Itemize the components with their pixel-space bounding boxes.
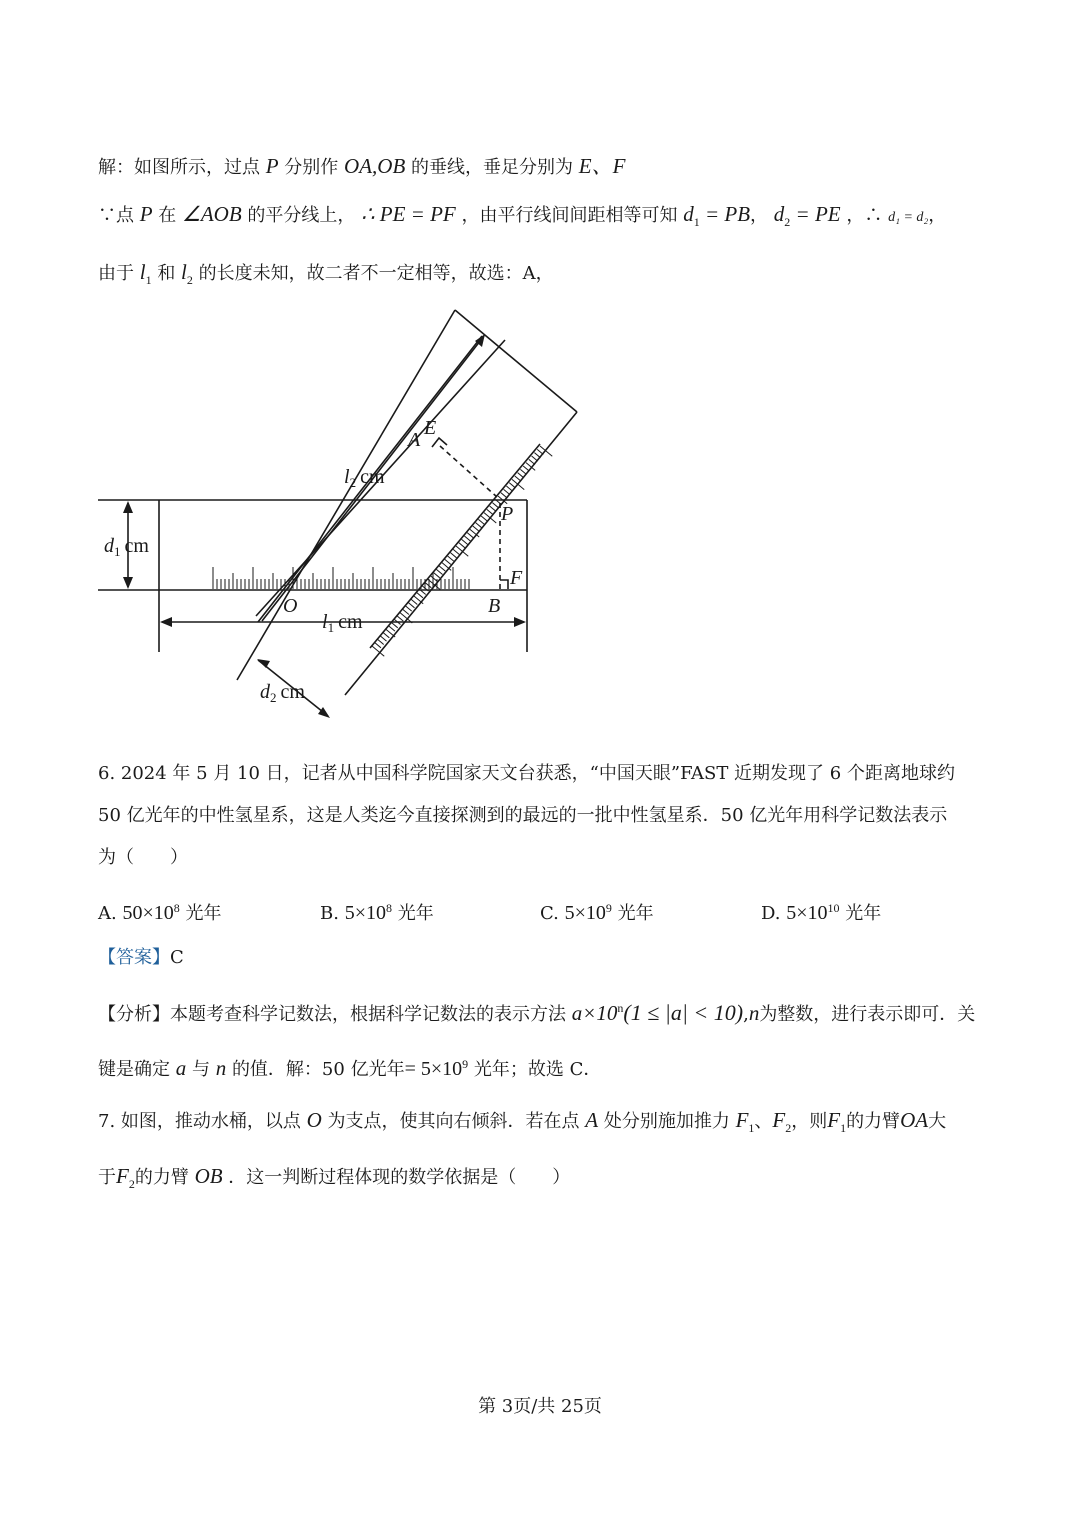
q6-answer (98, 944, 184, 972)
text: 为支点，使其向右倾斜．若在点 (327, 1111, 580, 1132)
q6-line-2: 50 亿光年的中性氢星系，这是人类迄今直接探测到的最远的一批中性氢星系．50 亿光年用科学记数法表示 (98, 805, 948, 826)
q6-analysis-1: 【分析】本题考查科学记数法，根据科学记数法的表示方法 $a\times 10^n(1 \le |a| < 10),n$为整数，进行表示即可．关 (98, 1000, 976, 1025)
text: ，由平行线间间距相等可知 (461, 205, 678, 226)
tilted-tick (478, 519, 484, 524)
tilted-ticks (372, 446, 552, 656)
d2-arrow-left (257, 659, 270, 668)
q7-line-1: 7. 如图，推动水桶，以点 O 为支点，使其向右倾斜．若在点 A 处分别施加推力 $F_1$、$F_2$，则$F_1$的力臂OA大 (98, 1108, 947, 1136)
math-small: d₁ = d₂ (888, 210, 929, 225)
solution-line-2: ∵点 P 在 ∠AOB 的平分线上， ∴ PE = PF ，由平行线间间距相等可知 $d_1$ = PB， $d_2$ = PE ，∴ d₁ = d₂， (98, 202, 947, 230)
tilted-tick (490, 506, 496, 511)
tilted-tick (492, 503, 498, 508)
tilted-tick (537, 449, 543, 454)
text: 本题考查科学记数法，根据科学记数法的表示方法 (170, 1004, 566, 1025)
tilted-tick (380, 636, 386, 641)
tilted-tick (506, 486, 512, 491)
tilted-tick (378, 639, 384, 644)
tilted-tick (453, 549, 459, 554)
pe-dashed (440, 446, 497, 497)
tilted-tick (459, 543, 465, 548)
tilted-tick (450, 553, 456, 558)
tilted-tick (464, 536, 470, 541)
text: 在 (158, 205, 177, 226)
text: 的平分线上， (247, 205, 356, 226)
text: ．这一判断过程体现的数学依据是（ ） (228, 1167, 571, 1188)
var-l2: l (181, 260, 187, 284)
var-n: n (215, 1056, 227, 1080)
tilted-tick (408, 603, 414, 608)
tilted-tick (397, 616, 403, 621)
text: , (743, 1004, 749, 1025)
math-eq: = PB (699, 202, 751, 226)
text: ，则 (791, 1111, 828, 1132)
tilted-tick (534, 453, 540, 458)
tilted-tick (476, 523, 482, 528)
tilted-tick (417, 593, 423, 598)
math-a-10: a×10 (571, 1001, 618, 1025)
text: 于 (98, 1167, 116, 1188)
tilted-tick (481, 516, 487, 521)
tilted-ruler-top-edge (455, 310, 577, 412)
var-ef: E、F (578, 154, 626, 178)
var-ob: OB (194, 1164, 223, 1188)
tilted-tick (501, 493, 507, 498)
tilted-tick (462, 539, 468, 544)
label-b: B (488, 595, 501, 617)
tilted-tick (467, 533, 473, 538)
answer-tag: 【答案】 (98, 947, 170, 968)
answer-value: C (170, 947, 184, 968)
tilted-tick (504, 489, 510, 494)
math-angle: ∠AOB (182, 202, 242, 226)
text: ，∴ (846, 205, 883, 226)
label-l2: $l_2$ cm (344, 466, 385, 490)
var-a: a (175, 1056, 187, 1080)
math-oa-ob: OA,OB (344, 154, 406, 178)
geometry-diagram (0, 0, 1080, 760)
math-range: (1 ≤ |a| < 10) (623, 1000, 744, 1025)
tilted-tick (509, 483, 515, 488)
tilted-tick (520, 469, 526, 474)
tilted-tick (431, 576, 437, 581)
var-p: P (265, 154, 279, 178)
label-d2: $d_2$ cm (260, 681, 305, 705)
tilted-tick (389, 626, 395, 631)
text: 和 (157, 263, 176, 284)
option-c: C. $5\times 10^9$ 光年 (540, 901, 654, 924)
text: ， (750, 205, 769, 226)
tilted-tick (487, 509, 493, 514)
d1-arrow-up (123, 501, 133, 513)
var-a: A (585, 1108, 599, 1132)
var-p: P (139, 202, 153, 226)
q6-line-1: 6. 2024 年 5 月 10 日，记者从中国科学院国家天文台获悉，“中国天眼”FAST 近期发现了 6 个距离地球约 (98, 763, 955, 784)
text: 大 (928, 1111, 947, 1132)
text: 光年；故选 C． (473, 1059, 602, 1080)
text: 的值．解：50 亿光年 (231, 1059, 405, 1080)
var-l1: l (139, 260, 146, 284)
horizontal-ticks (213, 567, 469, 589)
var-d2: d (773, 202, 785, 226)
var-o: O (306, 1108, 322, 1132)
text: 的力臂 (134, 1167, 189, 1188)
text: ∵点 (98, 205, 134, 226)
tilted-tick (406, 606, 412, 611)
tilted-tick (484, 513, 496, 523)
tilted-tick (518, 473, 524, 478)
var-n: n (748, 1001, 760, 1025)
d1-arrow-down (123, 577, 133, 589)
tilted-tick (439, 566, 445, 571)
label-f: F (510, 567, 523, 589)
tilted-tick (448, 556, 454, 561)
label-l1: $l_1$ cm (322, 611, 363, 635)
tilted-tick (411, 599, 417, 604)
analysis-tag: 【分析】 (98, 1004, 170, 1025)
label-p: P (501, 503, 514, 525)
text: 为整数，进行表示即可．关 (759, 1004, 976, 1025)
label-a: A (408, 429, 421, 451)
q6-options (98, 894, 998, 924)
solution-line-3: 由于 $l_1$ 和 $l_2$ 的长度未知，故二者不一定相等，故选：A， (98, 260, 554, 288)
tilted-tick (425, 583, 431, 588)
text: 7. 如图，推动水桶，以点 (98, 1111, 301, 1132)
tilted-tick (532, 456, 538, 461)
page-footer: 第 3页/共 25页 (478, 1396, 602, 1417)
text: 由于 (98, 263, 134, 284)
math-eq: = 5×10 (404, 1058, 463, 1080)
tilted-tick (529, 459, 535, 464)
text: 键是确定 (98, 1059, 170, 1080)
var-d1: d (683, 202, 694, 226)
var-oa: OA (900, 1108, 929, 1132)
option-d: D. $5\times 10^{10}$ 光年 (761, 901, 882, 924)
option-b: B. $5\times 10^8$ 光年 (320, 901, 434, 924)
math-eq: = PE (790, 202, 841, 226)
right-angle-f (500, 580, 508, 589)
text: 处分别施加推力 (603, 1111, 730, 1132)
math-pe-pf: ∴ PE = PF (361, 202, 456, 226)
tilted-tick (445, 559, 451, 564)
tilted-tick (403, 609, 409, 614)
right-angle-e (432, 438, 447, 447)
l1-arrow-left (160, 617, 172, 627)
tilted-tick (375, 643, 381, 648)
text: 的力臂 (846, 1111, 901, 1132)
tilted-tick (523, 466, 529, 471)
text: 、 (754, 1111, 773, 1132)
text: 与 (191, 1059, 210, 1080)
tilted-tick (436, 569, 442, 574)
tilted-tick (434, 573, 440, 578)
label-d1: $d_1$ cm (104, 535, 149, 559)
text: 的垂线，垂足分别为 (411, 157, 574, 178)
q6-analysis-2: 键是确定 a 与 n 的值．解：50 亿光年= $5\times 10^9$ 光年；故选 C． (98, 1056, 602, 1080)
label-e: E (424, 417, 437, 439)
option-a: A. $50\times 10^8$ 光年 (98, 901, 222, 924)
tilted-tick (383, 633, 389, 638)
l1-arrow-right (514, 617, 526, 627)
q6-line-3: 为（ ） (98, 847, 188, 868)
text: 的长度未知，故二者不一定相等，故选：A， (198, 263, 554, 284)
text: ， (928, 205, 947, 226)
tilted-tick (515, 476, 521, 481)
tilted-tick (392, 623, 398, 628)
q7-line-2: 于$F_2$的力臂 OB ．这一判断过程体现的数学依据是（ ） (98, 1164, 571, 1192)
label-o: O (283, 595, 298, 617)
tilted-tick (473, 526, 479, 531)
text: 分别作 (284, 157, 339, 178)
text: 解：如图所示，过点 (98, 157, 260, 178)
